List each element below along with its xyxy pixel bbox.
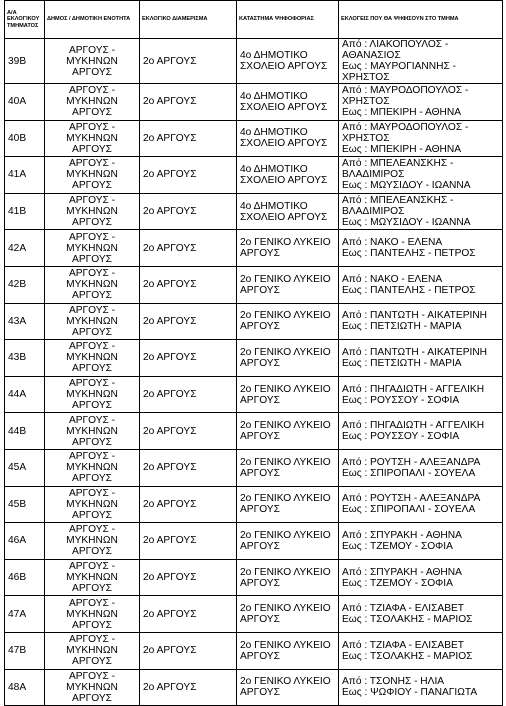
voters-range-line: Από : ΠΑΝΤΩΤΗ - ΑΙΚΑΤΕΡΙΝΗ [342,346,488,358]
municipality-cell [45,559,140,596]
voters-range-cell [339,596,503,633]
voters-range-line: Από : ΜΑΥΡΟΔΟΠΟΥΛΟΣ - [342,121,469,133]
voters-range-cell [339,266,503,303]
polling-station-cell [237,84,339,121]
polling-station-line: ΑΡΓΟΥΣ [240,357,280,369]
municipality-line: ΜΥΚΗΝΩΝ [66,352,118,364]
polling-station-line: 4ο ΔΗΜΟΤΙΚΟ [240,163,308,175]
voters-range-line: Εως : ΠΕΤΣΙΩΤΗ - ΜΑΡΙΑ [342,321,462,333]
voters-range-cell [339,449,503,486]
header-municipality: ΔΗΜΟΣ / ΔΗΜΟΤΙΚΗ ΕΝΟΤΗΤΑ [45,1,140,39]
voters-range-line: Από : ΜΠΕΛΕΑΝΣΚΗΣ - [342,195,454,207]
polling-station-line: ΑΡΓΟΥΣ [240,284,280,296]
polling-station-line: 2ο ΓΕΝΙΚΟ ΛΥΚΕΙΟ [240,639,331,651]
district-cell: 2ο ΑΡΓΟΥΣ [140,486,237,523]
voters-range-cell [339,340,503,377]
district-cell: 2ο ΑΡΓΟΥΣ [140,376,237,413]
municipality-line: ΑΡΓΟΥΣ - [68,195,116,207]
polling-station-line: ΣΧΟΛΕΙΟ ΑΡΓΟΥΣ [240,61,328,72]
municipality-line: ΑΡΓΟΥΣ - [68,158,116,170]
section-code-cell: 43Β [5,340,45,377]
section-code-cell: 46Α [5,523,45,560]
municipality-line: ΜΥΚΗΝΩΝ [66,206,118,218]
voters-range-line: Από : ΣΠΥΡΑΚΗ - ΑΘΗΝΑ [342,529,462,541]
municipality-line: ΑΡΓΟΥΣ [72,107,112,119]
polling-station-cell [237,669,339,706]
header-polling-station: ΚΑΤΑΣΤΗΜΑ ΨΗΦΟΦΟΡΙΑΣ [237,1,339,39]
polling-station-line: ΣΧΟΛΕΙΟ ΑΡΓΟΥΣ [240,101,328,113]
municipality-line: ΜΥΚΗΝΩΝ [66,242,118,254]
municipality-line: ΜΥΚΗΝΩΝ [66,462,118,474]
voters-range-cell [339,230,503,267]
voters-range-line: Από : ΠΗΓΑΔΙΩΤΗ - ΑΓΓΕΛΙΚΗ [342,420,485,432]
district-cell: 2ο ΑΡΓΟΥΣ [140,559,237,596]
district-cell: 2ο ΑΡΓΟΥΣ [140,523,237,560]
polling-station-cell [237,486,339,523]
district-cell: 2ο ΑΡΓΟΥΣ [140,39,237,84]
section-code-cell: 39Β [5,39,45,84]
voters-range-line: Εως : ΠΕΤΣΙΩΤΗ - ΜΑΡΙΑ [342,357,462,369]
municipality-line: ΑΡΓΟΥΣ - [68,597,116,609]
voters-range-line: Από : ΡΟΥΤΣΗ - ΑΛΕΞΑΝΔΡΑ [342,493,481,505]
district-cell: 2ο ΑΡΓΟΥΣ [140,303,237,340]
municipality-cell [45,84,140,121]
polling-sections-table [4,0,503,706]
district-cell: 2ο ΑΡΓΟΥΣ [140,157,237,194]
voters-range-line: Εως : ΜΠΕΚΙΡΗ - ΑΘΗΝΑ [342,143,462,155]
table-row [5,559,503,596]
municipality-cell [45,669,140,706]
municipality-cell [45,303,140,340]
municipality-line: ΑΡΓΟΥΣ - [68,414,116,426]
voters-range-cell [339,157,503,194]
table-row [5,523,503,560]
polling-station-line: 2ο ΓΕΝΙΚΟ ΛΥΚΕΙΟ [240,346,331,358]
municipality-line: ΜΥΚΗΝΩΝ [66,572,118,584]
polling-station-line: 4ο ΔΗΜΟΤΙΚΟ [240,90,308,102]
voters-range-cell [339,39,503,84]
section-code-cell: 43Α [5,303,45,340]
district-cell: 2ο ΑΡΓΟΥΣ [140,596,237,633]
municipality-line: ΑΡΓΟΥΣ [72,656,112,668]
municipality-line: ΜΥΚΗΝΩΝ [66,681,118,693]
polling-station-cell [237,413,339,450]
municipality-line: ΜΥΚΗΝΩΝ [66,389,118,401]
municipality-line: ΜΥΚΗΝΩΝ [66,169,118,181]
district-cell: 2ο ΑΡΓΟΥΣ [140,230,237,267]
table-row [5,39,503,84]
municipality-line: ΑΡΓΟΥΣ [72,436,112,448]
section-code-cell: 45Β [5,486,45,523]
polling-station-cell [237,230,339,267]
section-code-cell: 47Β [5,632,45,669]
municipality-line: ΜΥΚΗΝΩΝ [66,55,118,67]
district-cell: 2ο ΑΡΓΟΥΣ [140,340,237,377]
municipality-line: ΑΡΓΟΥΣ [72,253,112,265]
header-voters-range: ΕΚΛΟΓΕΙΣ ΠΟΥ ΘΑ ΨΗΦΙΣΟΥΝ ΣΤΟ ΤΜΗΜΑ [339,1,503,39]
polling-station-line: ΑΡΓΟΥΣ [240,614,280,626]
district-cell: 2ο ΑΡΓΟΥΣ [140,84,237,121]
voters-range-line: Εως : ΜΩΥΣΙΔΟΥ - ΙΩΑΝΝΑ [342,217,471,229]
polling-station-line: 2ο ΓΕΝΙΚΟ ΛΥΚΕΙΟ [240,493,331,505]
municipality-cell [45,39,140,84]
district-cell: 2ο ΑΡΓΟΥΣ [140,193,237,230]
voters-range-line: Από : ΝΑΚΟ - ΕΛΕΝΑ [342,273,443,285]
voters-range-cell [339,303,503,340]
voters-range-line: Από : ΤΖΙΑΦΑ - ΕΛΙΣΑΒΕΤ [342,639,465,651]
municipality-line: ΜΥΚΗΝΩΝ [66,96,118,108]
municipality-line: ΑΡΓΟΥΣ [72,473,112,485]
municipality-cell [45,120,140,157]
section-code-cell: 41Α [5,157,45,194]
municipality-line: ΑΡΓΟΥΣ - [68,268,116,280]
municipality-line: ΑΡΓΟΥΣ [72,363,112,375]
municipality-cell [45,193,140,230]
voters-range-line: Εως : ΣΠΙΡΟΠΑΛΙ - ΣΟΥΕΛΑ [342,467,476,479]
polling-station-cell [237,596,339,633]
municipality-cell [45,266,140,303]
section-code-cell: 42Β [5,266,45,303]
polling-station-line: 2ο ΓΕΝΙΚΟ ΛΥΚΕΙΟ [240,310,331,322]
polling-station-line: ΑΡΓΟΥΣ [240,467,280,479]
voters-range-line: Από : ΠΗΓΑΔΙΩΤΗ - ΑΓΓΕΛΙΚΗ [342,383,485,395]
municipality-line: ΑΡΓΟΥΣ [72,326,112,338]
voters-range-line: Εως : ΤΣΟΛΑΚΗΣ - ΜΑΡΙΟΣ [342,614,473,626]
polling-station-line: ΑΡΓΟΥΣ [240,431,280,443]
section-code-cell: 44Α [5,376,45,413]
district-cell: 2ο ΑΡΓΟΥΣ [140,266,237,303]
municipality-line: ΑΡΓΟΥΣ [72,290,112,302]
polling-station-line: 4ο ΔΗΜΟΤΙΚΟ [240,200,308,212]
table-row [5,376,503,413]
voters-range-cell [339,559,503,596]
municipality-line: ΜΥΚΗΝΩΝ [66,315,118,327]
table-row [5,632,503,669]
voters-range-line: Εως : ΡΟΥΣΣΟΥ - ΣΟΦΙΑ [342,394,460,406]
district-cell: 2ο ΑΡΓΟΥΣ [140,669,237,706]
municipality-line: ΑΡΓΟΥΣ [72,217,112,229]
table-row [5,84,503,121]
table-row [5,266,503,303]
polling-station-line: ΑΡΓΟΥΣ [240,577,280,589]
municipality-line: ΑΡΓΟΥΣ [72,66,112,78]
municipality-cell [45,486,140,523]
voters-range-line: Από : ΤΖΙΑΦΑ - ΕΛΙΣΑΒΕΤ [342,603,465,615]
polling-station-line: ΑΡΓΟΥΣ [240,394,280,406]
voters-range-cell [339,120,503,157]
polling-station-line: ΣΧΟΛΕΙΟ ΑΡΓΟΥΣ [240,138,328,150]
municipality-line: ΜΥΚΗΝΩΝ [66,498,118,510]
voters-range-line: Εως : ΤΖΕΜΟΥ - ΣΟΦΙΑ [342,540,453,552]
municipality-line: ΑΡΓΟΥΣ - [68,561,116,573]
polling-station-cell [237,120,339,157]
municipality-line: ΑΡΓΟΥΣ - [68,524,116,536]
municipality-line: ΑΡΓΟΥΣ [72,400,112,412]
municipality-line: ΑΡΓΟΥΣ - [68,121,116,133]
polling-station-line: ΣΧΟΛΕΙΟ ΑΡΓΟΥΣ [240,211,328,223]
voters-range-line: Από : ΜΑΥΡΟΔΟΠΟΥΛΟΣ - [342,85,469,97]
polling-station-line: 4ο ΔΗΜΟΤΙΚΟ [240,127,308,139]
section-code-cell: 44Β [5,413,45,450]
voters-range-line: Από : ΝΑΚΟ - ΕΛΕΝΑ [342,237,443,249]
section-code-cell: 45Α [5,449,45,486]
municipality-line: ΑΡΓΟΥΣ - [68,378,116,390]
district-cell: 2ο ΑΡΓΟΥΣ [140,449,237,486]
municipality-line: ΜΥΚΗΝΩΝ [66,645,118,657]
polling-station-cell [237,632,339,669]
voters-range-line: Εως : ΡΟΥΣΣΟΥ - ΣΟΦΙΑ [342,431,460,443]
voters-range-line: ΧΡΗΣΤΟΣ [342,72,390,83]
table-row [5,596,503,633]
polling-station-line: ΑΡΓΟΥΣ [240,540,280,552]
municipality-cell [45,230,140,267]
voters-range-line: Εως : ΨΩΦΙΟΥ - ΠΑΝΑΓΙΩΤΑ [342,687,478,699]
municipality-line: ΑΡΓΟΥΣ [72,583,112,595]
polling-station-line: 2ο ΓΕΝΙΚΟ ΛΥΚΕΙΟ [240,383,331,395]
section-code-cell: 46Β [5,559,45,596]
voters-range-line: Εως : ΠΑΝΤΕΛΗΣ - ΠΕΤΡΟΣ [342,284,476,296]
municipality-line: ΑΡΓΟΥΣ [72,143,112,155]
voters-range-line: Από : ΛΙΑΚΟΠΟΥΛΟΣ - [342,39,449,50]
municipality-cell [45,413,140,450]
voters-range-line: ΧΡΗΣΤΟΣ [342,96,390,108]
polling-station-line: ΑΡΓΟΥΣ [240,687,280,699]
voters-range-line: ΒΛΑΔΙΜΙΡΟΣ [342,169,405,181]
voters-range-line: Εως : ΜΩΥΣΙΔΟΥ - ΙΩΑΝΝΑ [342,180,471,192]
voters-range-line: Εως : ΤΣΟΛΑΚΗΣ - ΜΑΡΙΟΣ [342,650,473,662]
municipality-line: ΜΥΚΗΝΩΝ [66,425,118,437]
district-cell: 2ο ΑΡΓΟΥΣ [140,120,237,157]
table-body [5,39,503,706]
polling-station-cell [237,266,339,303]
voters-range-line: Εως : ΤΖΕΜΟΥ - ΣΟΦΙΑ [342,577,453,589]
municipality-line: ΜΥΚΗΝΩΝ [66,279,118,291]
table-row [5,340,503,377]
table-row [5,486,503,523]
table-row [5,449,503,486]
municipality-line: ΜΥΚΗΝΩΝ [66,608,118,620]
section-code-cell: 42Α [5,230,45,267]
municipality-line: ΑΡΓΟΥΣ [72,509,112,521]
section-code-cell: 41Β [5,193,45,230]
voters-range-line: Εως : ΜΑΥΡΟΓΙΑΝΝΗΣ - [342,61,457,72]
voters-range-line: Εως : ΠΑΝΤΕΛΗΣ - ΠΕΤΡΟΣ [342,248,476,260]
voters-range-cell [339,84,503,121]
voters-range-line: Από : ΜΠΕΛΕΑΝΣΚΗΣ - [342,158,454,170]
municipality-cell [45,449,140,486]
voters-range-cell [339,486,503,523]
section-code-cell: 48Α [5,669,45,706]
municipality-line: ΑΡΓΟΥΣ - [68,670,116,682]
section-code-cell: 47Α [5,596,45,633]
table-row [5,193,503,230]
polling-station-line: ΑΡΓΟΥΣ [240,248,280,260]
voters-range-cell [339,413,503,450]
voters-range-line: ΧΡΗΣΤΟΣ [342,132,390,144]
polling-station-line: ΑΡΓΟΥΣ [240,321,280,333]
municipality-cell [45,632,140,669]
voters-range-line: Από : ΠΑΝΤΩΤΗ - ΑΙΚΑΤΕΡΙΝΗ [342,310,488,322]
voters-range-cell [339,193,503,230]
polling-station-cell [237,193,339,230]
header-section-code: Α/Α ΕΚΛΟΓΙΚΟΥ ΤΜΗΜΑΤΟΣ [5,1,45,39]
polling-station-cell [237,303,339,340]
polling-station-cell [237,523,339,560]
municipality-cell [45,376,140,413]
voters-range-line: Από : ΤΣΟΝΗΣ - ΗΛΙΑ [342,676,445,688]
polling-station-line: ΣΧΟΛΕΙΟ ΑΡΓΟΥΣ [240,174,328,186]
polling-station-cell [237,376,339,413]
polling-station-line: 2ο ΓΕΝΙΚΟ ΛΥΚΕΙΟ [240,529,331,541]
municipality-line: ΑΡΓΟΥΣ - [68,304,116,316]
municipality-line: ΑΡΓΟΥΣ - [68,341,116,353]
municipality-line: ΑΡΓΟΥΣ - [68,85,116,97]
municipality-line: ΜΥΚΗΝΩΝ [66,132,118,144]
municipality-line: ΑΡΓΟΥΣ - [68,634,116,646]
municipality-line: ΑΡΓΟΥΣ [72,692,112,704]
polling-station-line: 2ο ΓΕΝΙΚΟ ΛΥΚΕΙΟ [240,456,331,468]
voters-range-line: Από : ΣΠΥΡΑΚΗ - ΑΘΗΝΑ [342,566,462,578]
municipality-cell [45,340,140,377]
header-district: ΕΚΛΟΓΙΚΟ ΔΙΑΜΕΡΙΣΜΑ [140,1,237,39]
polling-station-line: 2ο ΓΕΝΙΚΟ ΛΥΚΕΙΟ [240,566,331,578]
polling-station-line: 2ο ΓΕΝΙΚΟ ΛΥΚΕΙΟ [240,420,331,432]
voters-range-cell [339,632,503,669]
polling-station-line: 2ο ΓΕΝΙΚΟ ΛΥΚΕΙΟ [240,273,331,285]
section-code-cell: 40Α [5,84,45,121]
municipality-line: ΑΡΓΟΥΣ - [68,231,116,243]
polling-station-line: 2ο ΓΕΝΙΚΟ ΛΥΚΕΙΟ [240,237,331,249]
polling-station-line: ΑΡΓΟΥΣ [240,504,280,516]
voters-range-cell [339,376,503,413]
header-row [5,1,503,39]
municipality-line: ΑΡΓΟΥΣ [72,619,112,631]
polling-station-cell [237,340,339,377]
district-cell: 2ο ΑΡΓΟΥΣ [140,632,237,669]
municipality-line: ΑΡΓΟΥΣ [72,546,112,558]
table-row [5,230,503,267]
municipality-cell [45,596,140,633]
table-row [5,120,503,157]
polling-station-cell [237,39,339,84]
table-row [5,303,503,340]
polling-station-cell [237,559,339,596]
municipality-line: ΑΡΓΟΥΣ - [68,44,116,56]
voters-range-cell [339,523,503,560]
voters-range-line: Εως : ΣΠΙΡΟΠΑΛΙ - ΣΟΥΕΛΑ [342,504,476,516]
municipality-line: ΜΥΚΗΝΩΝ [66,535,118,547]
table-row [5,413,503,450]
polling-station-line: 2ο ΓΕΝΙΚΟ ΛΥΚΕΙΟ [240,603,331,615]
polling-station-line: 2ο ΓΕΝΙΚΟ ΛΥΚΕΙΟ [240,676,331,688]
section-code-cell: 40Β [5,120,45,157]
municipality-line: ΑΡΓΟΥΣ [72,180,112,192]
district-cell: 2ο ΑΡΓΟΥΣ [140,413,237,450]
table-row [5,669,503,706]
table-row [5,157,503,194]
polling-station-cell [237,449,339,486]
polling-station-line: 4ο ΔΗΜΟΤΙΚΟ [240,50,308,61]
polling-station-cell [237,157,339,194]
polling-station-line: ΑΡΓΟΥΣ [240,650,280,662]
municipality-line: ΑΡΓΟΥΣ - [68,451,116,463]
municipality-cell [45,157,140,194]
voters-range-line: ΒΛΑΔΙΜΙΡΟΣ [342,206,405,218]
voters-range-line: ΑΘΑΝΑΣΙΟΣ [342,50,401,61]
municipality-cell [45,523,140,560]
voters-range-line: Από : ΡΟΥΤΣΗ - ΑΛΕΞΑΝΔΡΑ [342,456,481,468]
municipality-line: ΑΡΓΟΥΣ - [68,487,116,499]
voters-range-cell [339,669,503,706]
voters-range-line: Εως : ΜΠΕΚΙΡΗ - ΑΘΗΝΑ [342,107,462,119]
